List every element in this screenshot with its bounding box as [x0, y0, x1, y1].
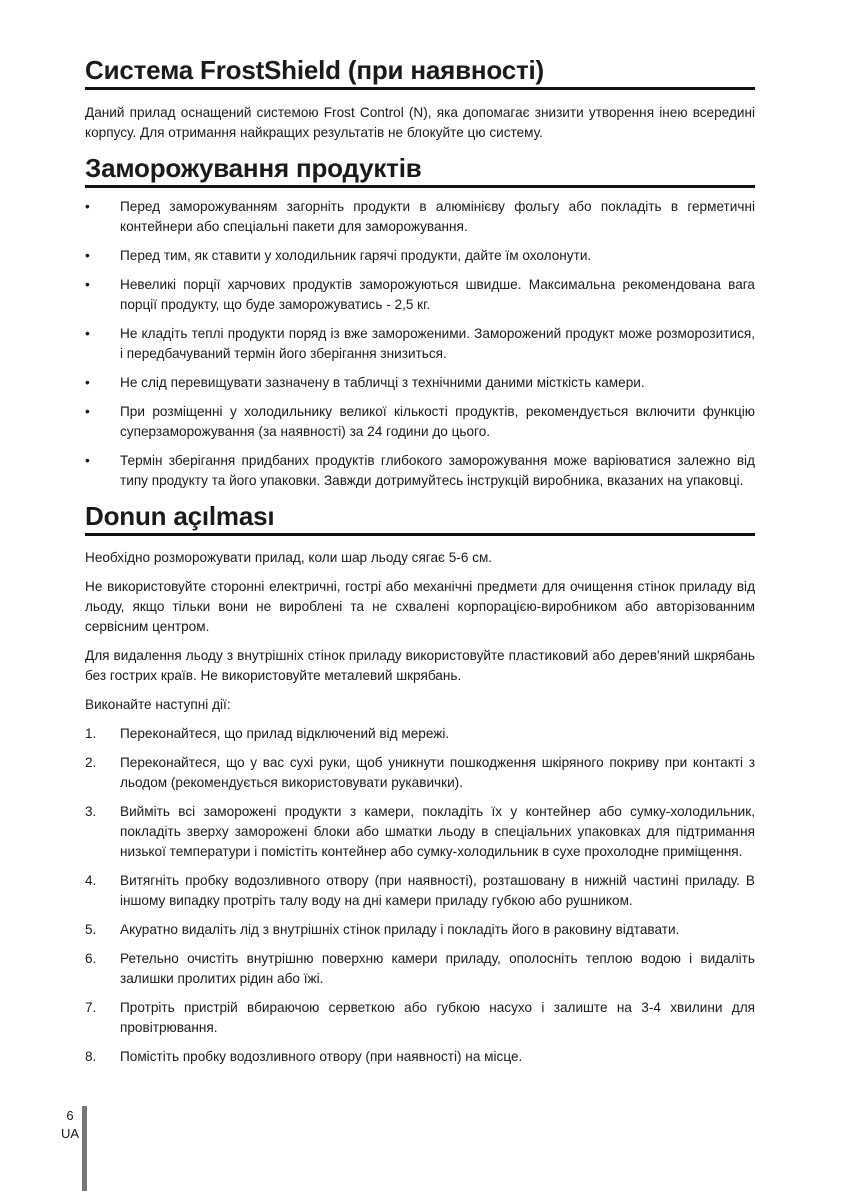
- list-item: [85, 324, 755, 364]
- bullet-mark: •: [85, 199, 90, 214]
- step-number: 5.: [85, 922, 97, 937]
- step-item: [85, 949, 755, 989]
- step-text: Ретельно очистіть внутрішню поверхню камери приладу, ополосніть теплою водою і видаліть залишки пролитих рідин або їжі.: [120, 951, 755, 986]
- bullet-mark: •: [85, 326, 90, 341]
- step-text: Переконайтеся, що у вас сухі руки, щоб уникнути пошкодження шкіряного покриву при контакті з льодом (рекомендується використовувати рукавички).: [120, 755, 755, 790]
- step-text: Переконайтеся, що прилад відключений від мережі.: [120, 726, 450, 741]
- list-item-text: Перед тим, як ставити у холодильник гарячі продукти, дайте їм охолонути.: [120, 248, 592, 263]
- list-item: [85, 275, 755, 315]
- list-item: [85, 451, 755, 491]
- list-item-text: Невеликі порції харчових продуктів заморожуються швидше. Максимальна рекомендована вага порції продукту, що буде заморожуватись - 2,5 кг.: [120, 277, 755, 312]
- freezing-bullet-list: [85, 197, 755, 491]
- step-number: 2.: [85, 755, 97, 770]
- section-title-freezing: Заморожування продуктів: [85, 152, 755, 188]
- defrost-paragraph: Необхідно розморожувати прилад, коли шар льоду сягає 5-6 см.: [85, 550, 493, 565]
- list-item: [85, 373, 755, 393]
- defrost-steps-list: [85, 724, 755, 1067]
- section-freezing: [85, 152, 755, 491]
- bullet-mark: •: [85, 277, 90, 292]
- step-text: Акуратно видаліть лід з внутрішніх стінок приладу і покладіть його в раковину відтавати.: [120, 922, 680, 937]
- step-text: Помістіть пробку водозливного отвору (при наявності) на місце.: [120, 1049, 523, 1064]
- bullet-mark: •: [85, 453, 90, 468]
- frostshield-text: Даний прилад оснащений системою Frost Control (N), яка допомагає знизити утворення інею всередині корпусу. Для отримання найкращих результатів не блокуйте цю систему.: [85, 105, 755, 140]
- step-item: [85, 998, 755, 1038]
- bullet-mark: •: [85, 404, 90, 419]
- footer-side-bar: [82, 1106, 87, 1191]
- list-item: [85, 197, 755, 237]
- list-item-text: Термін зберігання придбаних продуктів глибокого заморожування може варіюватися залежно від типу продукту та його упаковки. Завжди дотримуйтесь інструкцій виробника, вказаних на упаковці.: [120, 453, 755, 488]
- step-item: [85, 920, 755, 940]
- step-number: 3.: [85, 804, 97, 819]
- bullet-mark: •: [85, 375, 90, 390]
- step-text: Протріть пристрій вбираючою серветкою або губкою насухо і залиште на 3-4 хвилини для провітрювання.: [120, 1000, 755, 1035]
- step-item: [85, 871, 755, 911]
- step-number: 4.: [85, 873, 97, 888]
- step-number: 1.: [85, 726, 97, 741]
- section-title-frostshield: Система FrostShield (при наявності): [85, 54, 755, 90]
- list-item: [85, 246, 755, 266]
- list-item: [85, 402, 755, 442]
- step-number: 8.: [85, 1049, 97, 1064]
- list-item-text: Перед заморожуванням загорніть продукти в алюмінієву фольгу або покладіть в герметичні контейнери або спеціальні пакети для заморожування.: [120, 199, 755, 234]
- step-number: 6.: [85, 951, 97, 966]
- section-title-defrost: Donun açılması: [85, 500, 755, 536]
- step-number: 7.: [85, 1000, 97, 1015]
- step-item: [85, 753, 755, 793]
- step-item: [85, 724, 755, 744]
- defrost-paragraph: Не використовуйте сторонні електричні, гострі або механічні предмети для очищення стінок приладу від льоду, якщо тільки вони не вироблені та не схвалені корпорацією-виробником або авторізованним сервісним центром.: [85, 579, 755, 634]
- step-item: [85, 802, 755, 862]
- bullet-mark: •: [85, 248, 90, 263]
- section-defrost: [85, 500, 755, 1067]
- step-item: [85, 1047, 755, 1067]
- defrost-paragraph: Для видалення льоду з внутрішніх стінок приладу використовуйте пластиковий або дерев'яний шкрябань без гострих країв. Не використовуйте металевий шкрябань.: [85, 648, 755, 683]
- list-item-text: Не слід перевищувати зазначену в табличці з технічними даними місткість камери.: [120, 375, 645, 390]
- list-item-text: Не кладіть теплі продукти поряд із вже замороженими. Заморожений продукт може розморозитися, і передбачуваний термін його зберігання знизиться.: [120, 326, 755, 361]
- page-content: [85, 54, 755, 1076]
- language-code: UA: [60, 1126, 80, 1141]
- section-frostshield: [85, 54, 755, 143]
- page-number: 6: [66, 1108, 74, 1123]
- list-item-text: При розміщенні у холодильнику великої кількості продуктів, рекомендується включити функцію суперзаморожування (за наявності) за 24 години до цього.: [120, 404, 755, 439]
- step-text: Витягніть пробку водозливного отвору (при наявності), розташовану в нижній частині приладу. В іншому випадку протріть талу воду на дні камери приладу губкою або рушником.: [120, 873, 755, 908]
- step-text: Вийміть всі заморожені продукти з камери, покладіть їх у контейнер або сумку-холодильник, покладіть зверху заморожені блоки або шматки льоду в спеціальних упаковках для підтримання низької температури і помістіть контейнер або сумку-холодильник в сухе прохолодне приміщення.: [120, 804, 755, 859]
- defrost-paragraph: Виконайте наступні дії:: [85, 697, 231, 712]
- page-footer: [55, 1107, 85, 1143]
